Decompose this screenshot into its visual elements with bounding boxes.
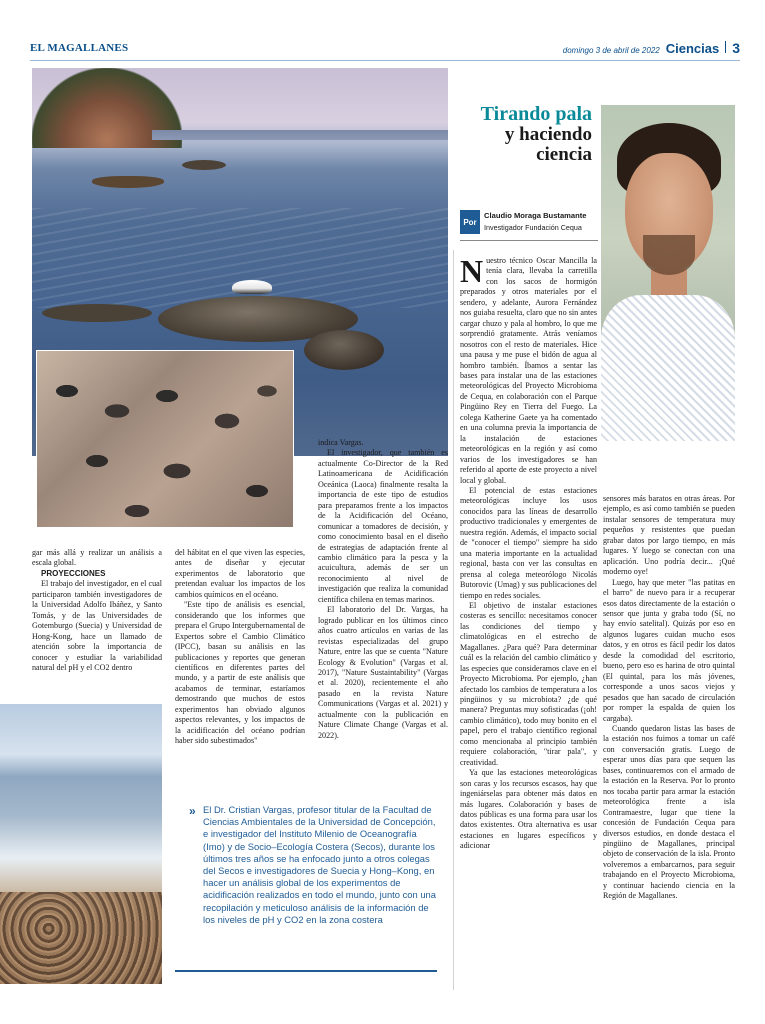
author-portrait xyxy=(601,105,735,441)
paragraph: El investigador, que también es actualmente Co-Director de la Red Latinoamericana de Acidificación Oceánica (Laoca) finalmente resalta la importancia de este tipo de estudios para preparamos frente a los impactos de la Acidificación del Océano, comunicar a tomadores de decisión, y como conocimiento basal en el diseño de estrategias de adaptación frente al cambio climático para la pesca y la acuicultura, además de ser un reconocimiento al nivel de investigación que realiza la comunidad científica chilena en temas marinos. xyxy=(318,448,448,604)
header-right xyxy=(563,40,740,56)
text-column-4 xyxy=(460,256,597,986)
page-number: 3 xyxy=(732,40,740,56)
paragraph: Ya que las estaciones meteorológicas son caras y los recursos escasos, hay que ingeniárselas para obtener más datos en más lugares. Colaboración y bases de datos públicas es una forma para usar los datos existentes. Otra alternativa es usar estaciones en lugares específicos y adicionar xyxy=(460,768,597,851)
title-line-1: Tirando pala xyxy=(480,103,592,125)
round-rock-in-photo xyxy=(304,330,384,370)
paragraph: El laboratorio del Dr. Vargas, ha logrado publicar en los últimos cinco años cuatro artículos en varias de las revistas especializadas del grupo Nature, entre las que se cuenta "Nature Ecology & Evolution" (Vargas et al. 2017), "Nature Sustaintability" (Vargas et al. 2020), recientemente el año pasado en la revista Nature Communications (Vargas et al. 2021) y actualmente con la publicación en Nature Climate Change (Vargas et al. 2022). xyxy=(318,605,448,740)
text-column-1 xyxy=(32,548,162,718)
author-name: Claudio Moraga Bustamante xyxy=(484,211,587,220)
byline xyxy=(460,210,598,236)
flat-rock-in-photo xyxy=(42,304,152,322)
mussels-photo xyxy=(36,350,294,528)
small-rock-in-photo xyxy=(182,160,226,170)
article-title xyxy=(462,104,592,165)
masthead: EL MAGALLANES xyxy=(30,42,129,54)
column-divider xyxy=(453,250,454,990)
text-column-5 xyxy=(603,494,735,984)
title-line-3: ciencia xyxy=(536,143,592,165)
subheading: PROYECCIONES xyxy=(41,568,106,578)
page-header xyxy=(30,42,740,60)
byline-prefix: Por xyxy=(460,210,480,234)
paragraph: El objetivo de instalar estaciones costeras es sencillo: necesitamos conocer las condiciones del tiempo y climatológicas en el estrecho de Magallanes. ¿Para qué? Para determinar cuál es la relación del cambio climático y las especies que consideramos clave en el Proyecto Microbioma. Por ejemplo, ¿han afectado los cambios de temperatura a los pingüinos y su microbiota? ¿de qué manera? Preguntas muy sofisticadas (¡oh! cambio climático), todo muy bonito en el papel, pero el trabajo científico regional como mencionaba al principio también requiere colaboración, "tirar pala", y creatividad. xyxy=(460,600,597,767)
paragraph: Cuando quedaron listas las bases de la estación nos fuimos a tomar un café con conversación gratis. Luego de esperar unos días para que sequen las bases, continuaremos con el armado de la estación en la Reserva. Por lo pronto nos tocaba partir para armar la estación meteorológica frente a isla Contramaestre, lugar que tiene la concesión de Fundación Cequa para diversos estudios, en donde destaca el pingüino de Magallanes, principal objeto de conservación de la isla. Pronto volveremos a embarcarnos, para seguir trabajando en el Proyecto Microbioma, y continuar haciendo ciencia en la Región de Magallanes. xyxy=(603,723,735,901)
text-column-3 xyxy=(318,438,448,798)
pull-quote-text: El Dr. Cristian Vargas, profesor titular de la Facultad de Ciencias Ambientales de la Universidad de Concepción, e investigador del Instituto Milenio de Oceanografía (Imo) y de Socio–Ecología Costera (Secos), durante los últimos tres años se ha enfocado junto a otros colegas del Secos e investigadores de Suecia y Hong–Kong, en hacer un análisis global de los experimentos de acidificación realizados en todo el mundo, junto con una recopilación y meticuloso análisis de la información de los niveles de pH y CO2 en la zona costera xyxy=(203,804,436,925)
title-line-2: y haciendo xyxy=(504,124,592,145)
section-name: Ciencias xyxy=(665,41,720,56)
opening-paragraph xyxy=(460,256,597,486)
rocky-shore-photo xyxy=(0,704,162,984)
paragraph: indica Vargas. xyxy=(318,438,364,447)
text-column-2 xyxy=(175,548,305,798)
paragraph: "Este tipo de análisis es esencial, considerando que los informes que prepara el Grupo Intergubernamental de Expertos sobre el Cambio Climático (IPCC), basan su análisis en las publicaciones y reportes que generan científicos en diferentes partes del mundo, y a partir de este análisis que acabamos de terminar, estaríamos demostrando que muchos de estos experimentos han obviado algunos aspectos relevantes, y los impactos de la acidificación del océano podrían haber sido subestimados" xyxy=(175,600,305,746)
issue-date: domingo 3 de abril de 2022 xyxy=(562,46,660,55)
paragraph: El trabajo del investigador, en el cual participaron también investigadores de la Universidad Adolfo Ibáñez, y Santo Tomás, y de las Universidades de Gotemburgo (Suecia) y Universidad de Hong-Kong, hace un llamado de atención sobre la importancia de conocer y estudiar la variabilidad natural del pH y el CO2 dentro xyxy=(32,579,162,672)
byline-rule xyxy=(460,240,598,241)
paragraph: Luego, hay que meter "las patitas en el barro" de nuevo para ir a recuperar esos datos directamente de la estación o sensor que junta y graba todo (Sí, no hay envío satelital). Quizás por eso en algunos lugares cuidan mucho esos datos, y en otros es fácil pedir los datos desde la comodidad del escritorio, bueno, pero eso es harina de otro quintal (El quintal, para los más jóvenes, corresponde a unos sacos viejos y pesados que han sacado de circulación por romper la espalda de quien los cargaba). xyxy=(603,577,735,723)
pull-quote-rule xyxy=(175,970,437,972)
author-role: Investigador Fundación Cequa xyxy=(484,223,582,232)
drop-cap: N xyxy=(460,256,484,289)
boat-in-photo xyxy=(92,176,164,188)
portrait-beard xyxy=(643,235,695,275)
header-rule xyxy=(30,60,740,61)
opening-text: uestro técnico Oscar Mancilla la tenía clara, llevaba la carretilla con los sacos de hormigón preparados y otros materiales por el sendero, y adelante, Aurora Fernández nos guiaba resuelta, claro que no sin antes cargar chuzo y pala al hombro, lo que me sorprendió gratamente. Atrás veníamos nosotros con el resto de materiales. Hice una pausa y me puse el bidón de agua al hombro también. Íbamos a sentar las bases para instalar una de las estaciones meteorológicas del Proyecto Microbioma de Cequa, en colaboración con el Parque Pingüino Rey en Tierra del Fuego. La colega Katherine Gaete ya ha comentado en una columna previa la importancia de la instalación de estaciones meteorológicas en la región y así como varios de los investigadores se han referido al aporte de este proyecto a nivel local y global. xyxy=(460,256,597,485)
shore-rocks xyxy=(0,892,162,984)
pull-quote xyxy=(175,804,440,970)
paragraph: El potencial de estas estaciones meteorológicas incluye los usos conocidos para las líneas de desarrollo productivo tradicionales y emergentes de nuestra región. Además, el impacto social de "conocer el tiempo" siempre ha sido una materia importante en la actualidad regional, basta con ver las consultas en prensa al colega meteorólogo Nicolás Butorovic (Umag) y sus publicaciones del tiempo en redes sociales. xyxy=(460,485,597,600)
paragraph: gar más allá y realizar un análisis a escala global. xyxy=(32,548,162,568)
portrait-shirt xyxy=(601,295,735,441)
seagull-in-photo xyxy=(232,280,272,294)
header-divider xyxy=(725,41,726,53)
paragraph: del hábitat en el que viven las especies, antes de diseñar y ejecutar experimentos de laboratorio que pretendan evaluar los impactos de los cambios químicos en el océano. xyxy=(175,548,305,599)
paragraph: sensores más baratos en otras áreas. Por ejemplo, es así como también se pueden instalar sensores de temperatura muy pequeños y resistentes que puedan grabar datos por largo tiempo, en más lugares. Y luego se conectan con una aplicación. Uno podría decir... ¡Qué moderno oye! xyxy=(603,494,735,577)
horizon-in-photo xyxy=(152,130,448,140)
quote-arrow-icon: » xyxy=(189,804,196,818)
